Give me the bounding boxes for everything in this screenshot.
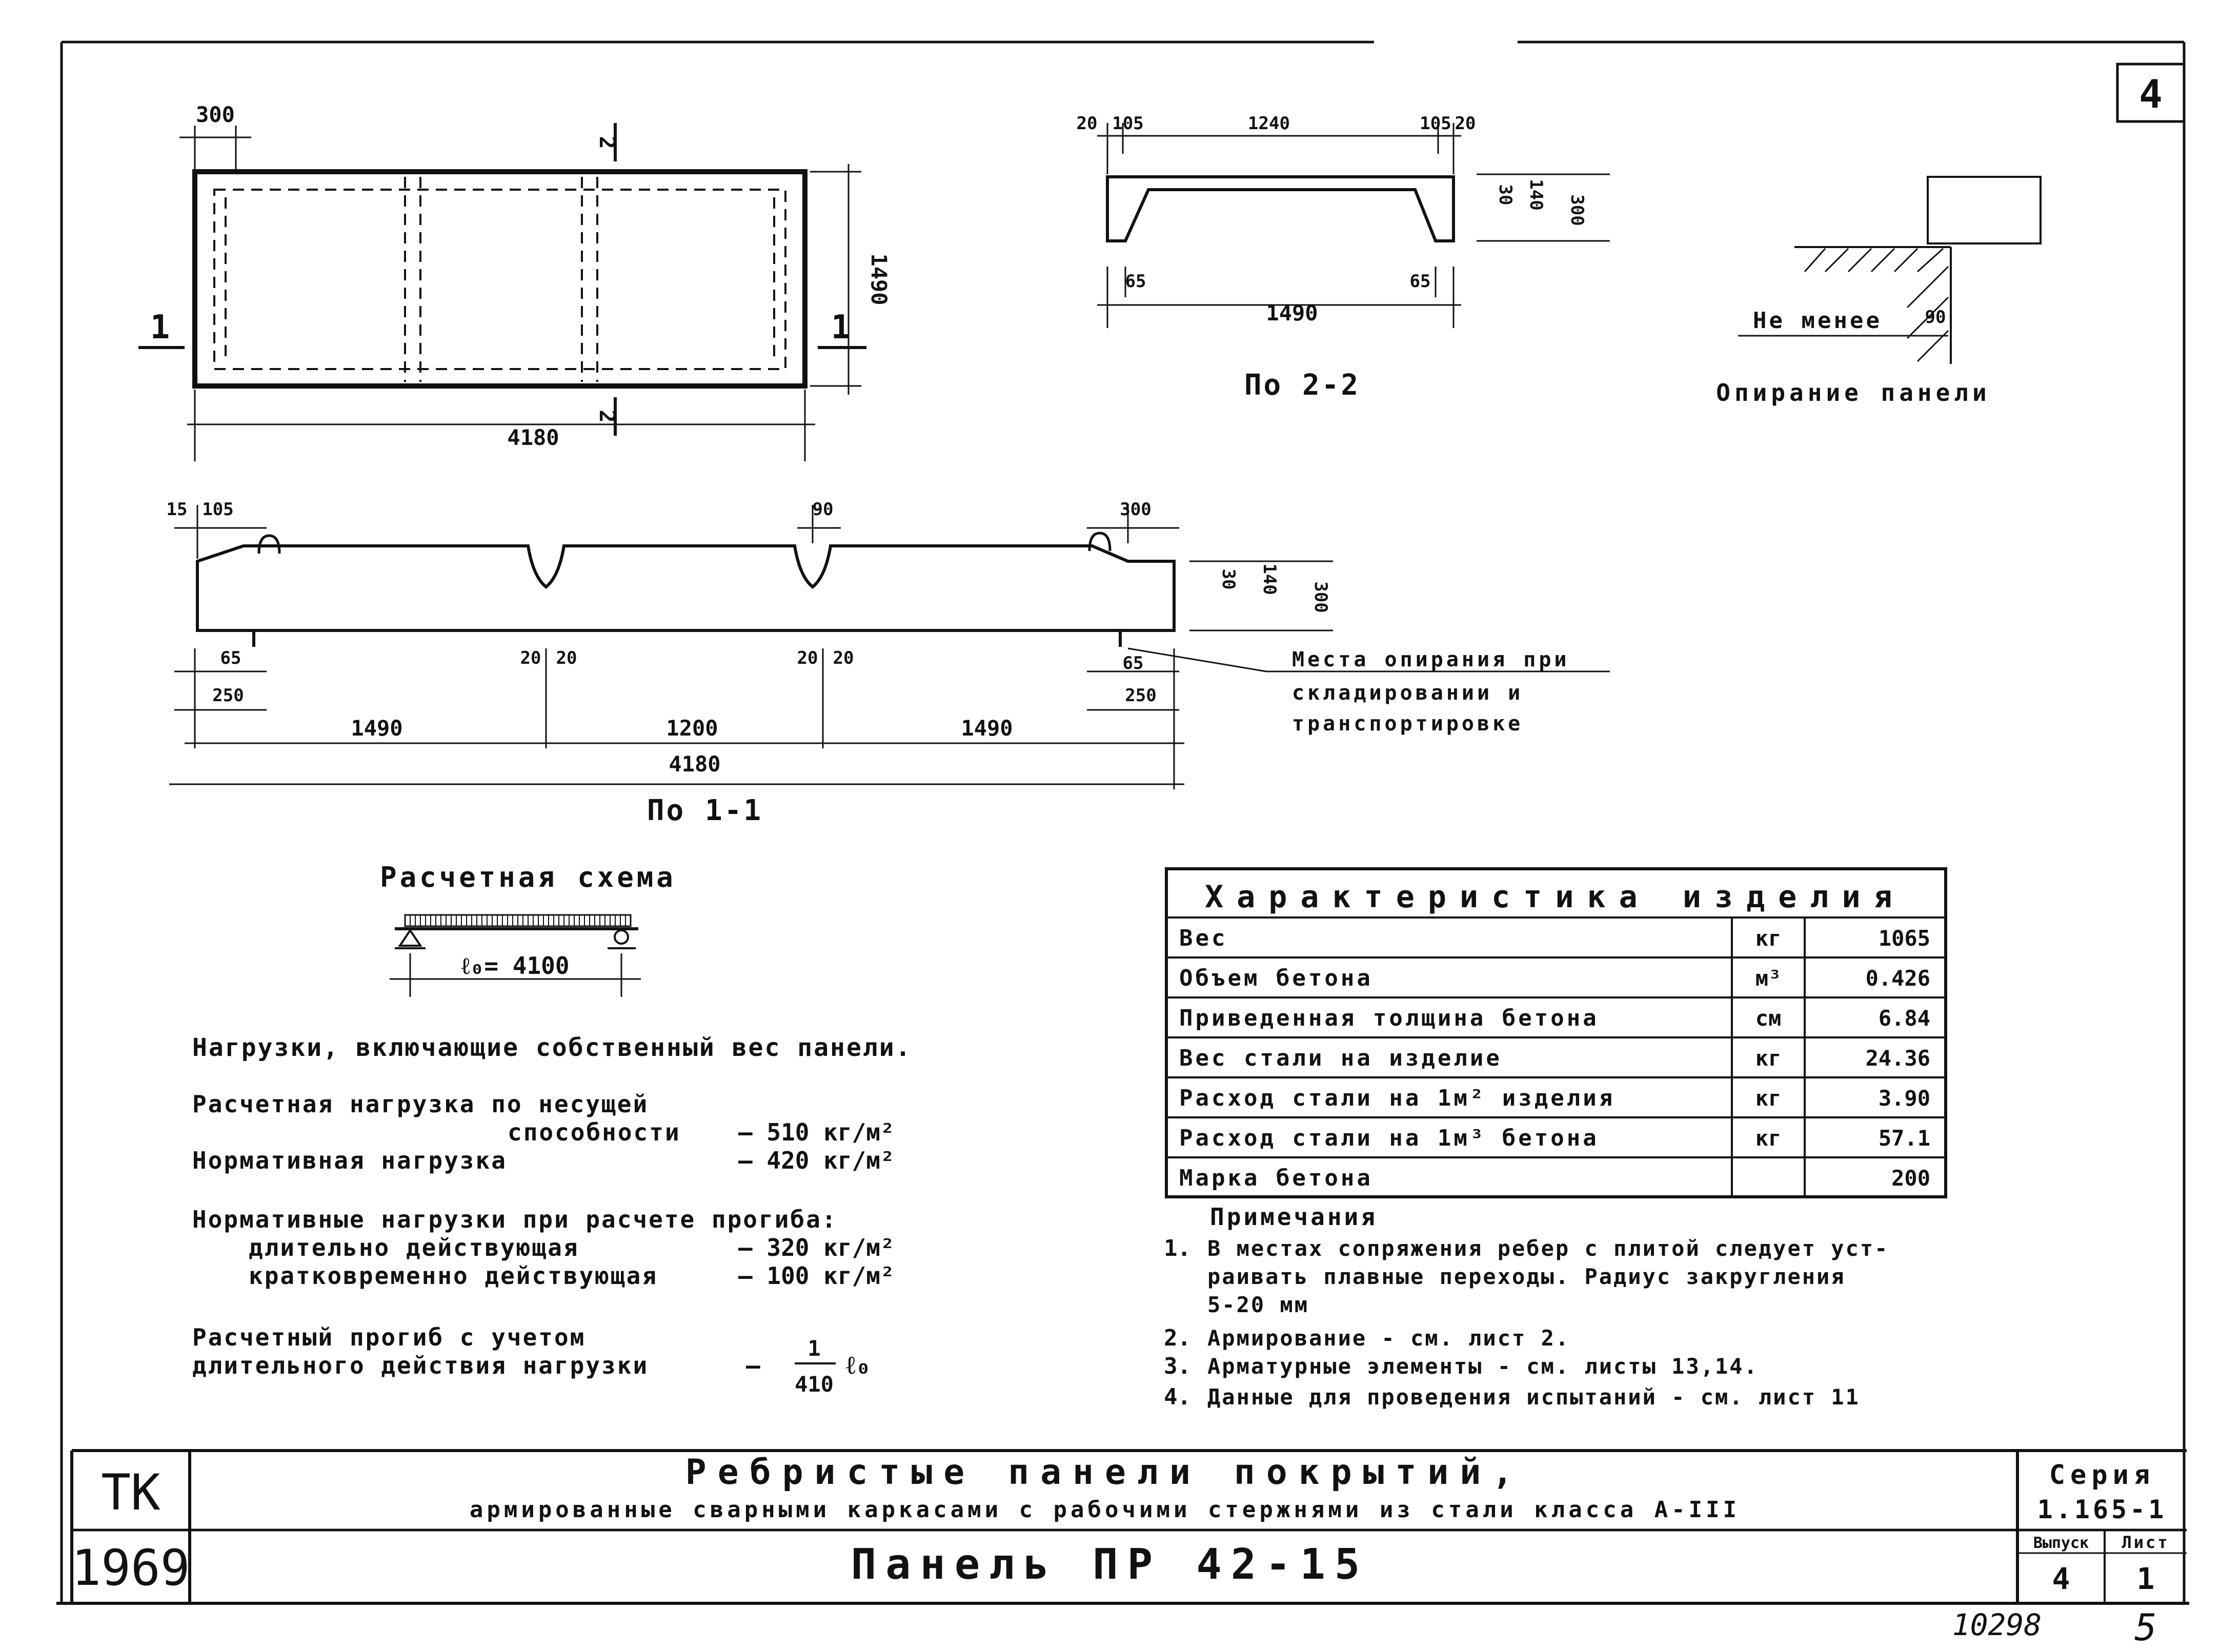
sec22-caption: По 2-2 [1244,369,1361,402]
load-2-value: – 420 кг/м² [738,1147,895,1174]
plan-view [138,123,866,461]
series-label: Серия [2049,1460,2155,1491]
product-name: Панель ПР 42-15 [851,1540,1369,1589]
sec11-span-3: 1490 [961,716,1013,741]
page-number: 5 [2134,1606,2157,1649]
deflection-long-value: – 320 кг/м² [738,1234,895,1261]
archive-number: 10298 [1952,1607,2042,1642]
deflection-heading: Нормативные нагрузки при расчете прогиба: [192,1206,838,1233]
sec22-dim-h1: 30 [1495,184,1516,206]
sec22-dim-rib-right: 65 [1409,271,1431,292]
sec22-dim-h2: 140 [1526,179,1546,211]
sec11-dim-105: 105 [202,499,234,520]
load-1-value: – 510 кг/м² [738,1118,895,1146]
note-4-num: 4. [1164,1384,1191,1410]
note-1-line-1: В местах сопряжения ребер с плитой следует уст- [1207,1236,1889,1261]
support-caption: Опирание панели [1716,379,1991,406]
support-note-line-1: Места опирания при [1292,648,1570,671]
sec22-dim-rib-left: 65 [1125,271,1146,292]
note-3-line-1: Арматурные элементы - см. листы 13,14. [1207,1354,1759,1379]
calc-deflection-denominator: 410 [795,1372,834,1397]
section-mark-top: 2 [595,136,620,149]
title-line-1: Ребристые панели покрытий, [685,1452,1525,1493]
sec11-span-2: 1200 [666,716,718,741]
char-row-5-name: Расход стали на 1м² изделия [1179,1085,1616,1111]
support-note-line-2: складировании и [1292,681,1524,705]
sheet-label: Лист [2122,1533,2170,1552]
support-note-line-3: транспортировке [1292,712,1524,736]
sec11-dim-20a: 20 [520,648,541,668]
sec11-dim-250-right: 250 [1125,685,1157,706]
char-row-7-value: 200 [1891,1166,1930,1191]
calc-deflection-dash: – [746,1352,760,1379]
section-mark-right: 1 [831,309,851,346]
section-mark-bottom: 2 [595,410,620,423]
support-min-label: Не менее [1753,308,1882,334]
char-row-1-unit: кг [1755,926,1782,951]
deflection-short-value: – 100 кг/м² [738,1262,895,1290]
sec22-dim-1: 20 [1076,113,1098,134]
sec22-dim-width: 1490 [1266,300,1318,325]
loads-heading: Нагрузки, включающие собственный вес панели. [192,1033,912,1062]
note-2-line-1: Армирование - см. лист 2. [1207,1325,1570,1351]
char-row-4-value: 24.36 [1865,1046,1930,1071]
load-1-line-1: Расчетная нагрузка по несущей [192,1090,649,1118]
load-1-line-2: способности [508,1118,681,1146]
char-row-4-name: Вес стали на изделие [1179,1045,1502,1071]
char-row-3-value: 6.84 [1878,1006,1930,1031]
sec11-dim-20c: 20 [797,648,818,668]
calc-deflection-line-1: Расчетный прогиб с учетом [192,1323,586,1351]
char-row-2-value: 0.426 [1865,966,1930,991]
sec11-dim-65-left: 65 [220,648,241,668]
support-min-value: 90 [1925,307,1946,328]
notes-heading: Примечания [1210,1203,1378,1231]
notes-block [1164,1203,1889,1410]
char-row-1-name: Вес [1179,925,1228,951]
char-row-6-name: Расход стали на 1м³ бетона [1179,1125,1599,1151]
section-1-1 [169,505,1610,789]
plan-dim-length: 4180 [507,425,559,450]
sec11-dim-250-left: 250 [212,685,244,706]
note-3-num: 3. [1164,1353,1191,1379]
char-row-5-unit: кг [1755,1086,1782,1111]
support-detail [1738,177,2041,364]
char-row-7-name: Марка бетона [1179,1165,1373,1191]
sheet-mark: 4 [2139,71,2163,117]
deflection-short-label: кратковременно действующая [249,1262,658,1290]
sec11-dim-total: 4180 [669,751,721,777]
note-1-num: 1. [1164,1235,1191,1261]
design-scheme-title: Расчетная схема [380,861,676,893]
sec22-dim-3: 1240 [1248,113,1290,134]
issue-label: Выпуск [2033,1534,2089,1552]
sec11-caption: По 1-1 [647,794,763,827]
note-1-line-2: раивать плавные переходы. Радиус закругления [1207,1264,1846,1289]
section-2-2 [1097,123,1610,328]
year: 1969 [71,1539,190,1597]
sec11-span-1: 1490 [351,716,403,741]
sec22-dim-h3: 300 [1567,194,1587,226]
loads-block [192,1033,912,1397]
sec11-dim-h2: 140 [1259,563,1280,595]
sec11-dim-20d: 20 [833,648,854,668]
sec11-dim-65-right: 65 [1122,653,1144,674]
plan-dim-rib: 300 [196,102,235,127]
sec11-dim-300: 300 [1120,499,1152,520]
char-row-2-unit: м³ [1755,966,1782,991]
calc-deflection-numerator: 1 [807,1336,821,1361]
sec11-dim-h1: 30 [1218,568,1239,590]
note-4-line-1: Данные для проведения испытаний - см. лист 11 [1207,1384,1860,1410]
char-row-3-name: Приведенная толщина бетона [1179,1005,1599,1031]
calc-deflection-line-2: длительного действия нагрузки [192,1352,649,1379]
issue-value: 4 [2052,1561,2070,1596]
char-row-6-unit: кг [1755,1126,1782,1151]
char-row-5-value: 3.90 [1878,1086,1930,1111]
series-value: 1.165-1 [2037,1495,2167,1524]
char-row-4-unit: кг [1755,1046,1782,1071]
note-1-line-3: 5-20 мм [1207,1292,1309,1317]
sec11-dim-15: 15 [166,499,188,520]
characteristics-title: Характеристика изделия [1205,879,1906,915]
calc-deflection-symbol: ℓ₀ [846,1350,871,1380]
char-row-6-value: 57.1 [1878,1126,1930,1151]
plan-dim-width: 1490 [866,253,892,305]
sec22-dim-5: 20 [1455,113,1476,134]
sec11-dim-20b: 20 [556,648,577,668]
char-row-3-unit: см [1755,1006,1782,1031]
deflection-long-label: длительно действующая [249,1234,579,1261]
sheet-value: 1 [2136,1561,2155,1596]
title-line-2: армированные сварными каркасами с рабочими стержнями из стали класса А-III [469,1497,1741,1523]
org-code: ТК [101,1464,160,1521]
char-row-2-name: Объем бетона [1179,965,1373,991]
note-2-num: 2. [1164,1325,1191,1351]
sec22-dim-2: 105 [1112,113,1144,134]
sec11-dim-h3: 300 [1310,581,1331,613]
sec11-dim-90: 90 [812,499,834,520]
sec22-dim-4: 105 [1420,113,1451,134]
section-mark-left: 1 [150,309,170,346]
char-row-1-value: 1065 [1878,926,1930,951]
design-span-label: ℓ₀= 4100 [461,952,570,980]
load-2-line-1: Нормативная нагрузка [192,1147,507,1174]
